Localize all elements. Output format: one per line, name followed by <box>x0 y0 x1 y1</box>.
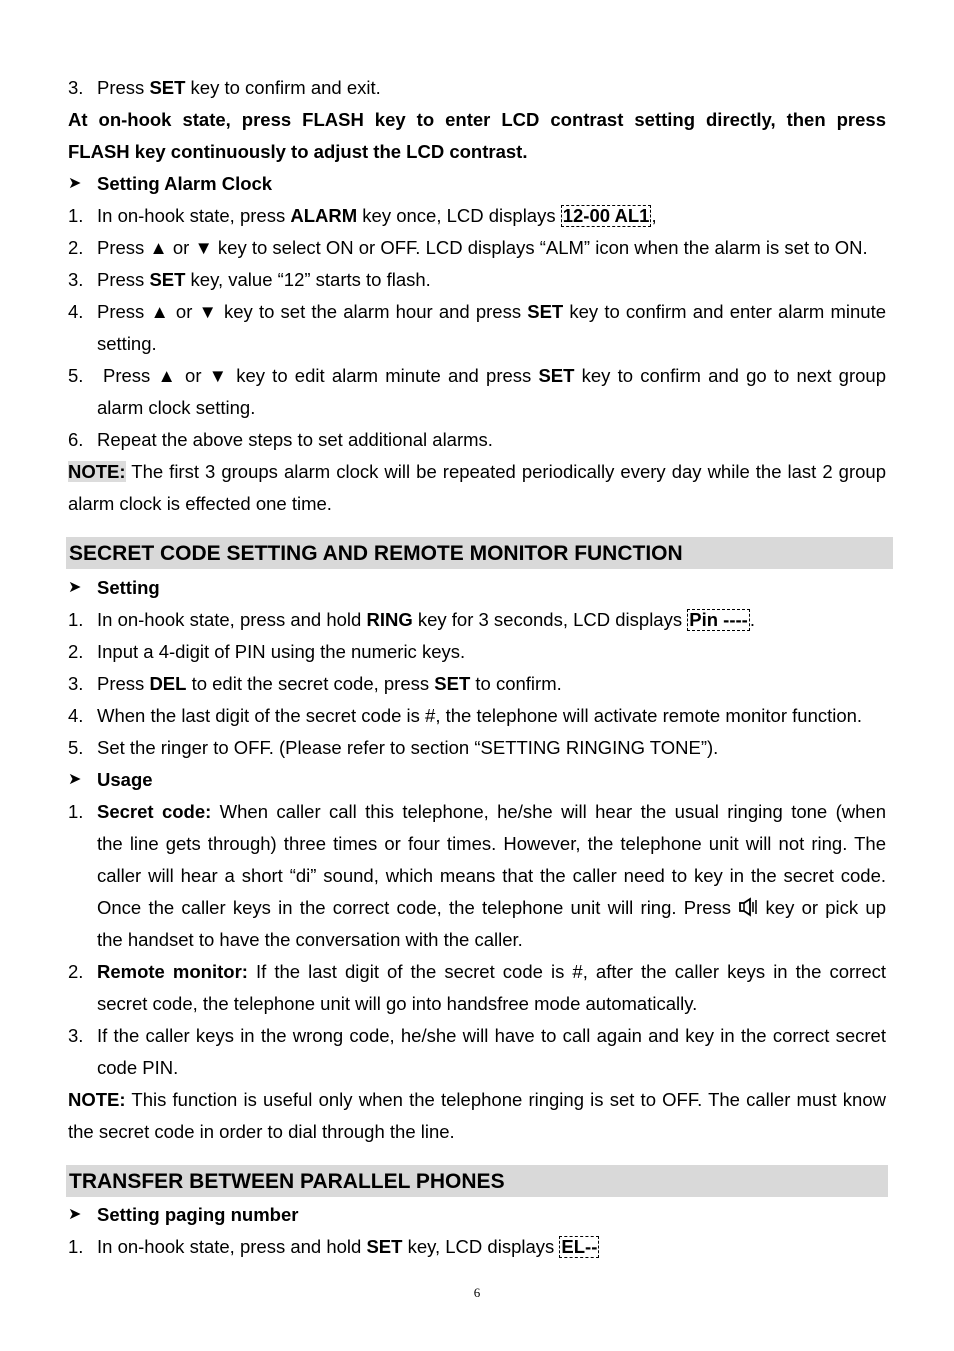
alarm-step-4: Press ▲ or ▼ key to set the alarm hour and press SET key to confirm and enter alarm minute <box>97 301 886 322</box>
alarm-step-6: Repeat the above steps to set additional alarms. <box>97 429 493 450</box>
usage-1-line-4: Once the caller keys in the correct code, the telephone unit will ring. Press key or pick up <box>97 892 886 924</box>
secret-note-cont: the secret code in order to dial through the line. <box>68 1121 455 1142</box>
alarm-step-5-cont: alarm clock setting. <box>97 397 256 418</box>
list-number: 1. <box>68 801 84 822</box>
usage-3: If the caller keys in the wrong code, he/she will have to call again and key in the correct secret <box>97 1025 886 1046</box>
list-number: 3. <box>68 1025 84 1046</box>
page-number: 6 <box>473 1285 481 1300</box>
list-number: 2. <box>68 961 84 982</box>
list-number: 2. <box>68 641 84 662</box>
alarm-step-4-cont: setting. <box>97 333 157 354</box>
usage-1-line-3: caller will hear a short “di” sound, which means that the caller need to key in the secret code. <box>97 865 886 886</box>
list-number: 2. <box>68 237 84 258</box>
flash-instruction-line-1: At on-hook state, press FLASH key to enter LCD contrast setting directly, then press <box>68 109 886 130</box>
transfer-step-1: In on-hook state, press and hold SET key, LCD displays EL-- <box>97 1236 598 1257</box>
lcd-display: 12-00 AL1 <box>562 205 650 226</box>
lcd-display: Pin ---- <box>689 609 748 630</box>
usage-1: Secret code: When caller call this telephone, he/she will hear the usual ringing tone (when <box>97 801 886 822</box>
section-title-transfer: TRANSFER BETWEEN PARALLEL PHONES <box>66 1165 888 1197</box>
usage-2: Remote monitor: If the last digit of the secret code is #, after the caller keys in the correct <box>97 961 887 982</box>
secret-step-1: In on-hook state, press and hold RING key for 3 seconds, LCD displays Pin ---- . <box>97 609 755 630</box>
list-number: 1. <box>68 1236 84 1257</box>
section-title-secret-code: SECRET CODE SETTING AND REMOTE MONITOR FUNCTION <box>66 537 893 569</box>
list-number: 3. <box>68 673 84 694</box>
list-number: 4. <box>68 301 84 322</box>
list-number: 6. <box>68 429 84 450</box>
alarm-step-3: Press SET key, value “12” starts to flash. <box>97 269 431 290</box>
alarm-heading: Setting Alarm Clock <box>97 173 273 194</box>
arrow-bullet-icon: ➤ <box>68 175 82 192</box>
secret-step-3: Press DEL to edit the secret code, press SET to confirm. <box>97 673 562 694</box>
secret-step-5: Set the ringer to OFF. (Please refer to section “SETTING RINGING TONE”). <box>97 737 719 758</box>
list-number: 4. <box>68 705 84 726</box>
usage-1-line-5: the handset to have the conversation with the caller. <box>97 929 523 950</box>
arrow-bullet-icon: ➤ <box>68 579 82 596</box>
secret-step-4: When the last digit of the secret code is #, the telephone will activate remote monitor function. <box>97 705 863 726</box>
list-number: 1. <box>68 609 84 630</box>
speaker-icon <box>738 895 758 927</box>
arrow-bullet-icon: ➤ <box>68 1206 82 1223</box>
alarm-step-2: Press ▲ or ▼ key to select ON or OFF. LCD displays “ALM” icon when the alarm is set to ON. <box>97 237 868 258</box>
alarm-step-1: In on-hook state, press ALARM key once, LCD displays 12-00 AL1 , <box>97 205 657 226</box>
secret-step-2: Input a 4-digit of PIN using the numeric keys. <box>97 641 466 662</box>
list-number: 3. <box>68 269 84 290</box>
paging-heading: Setting paging number <box>97 1204 299 1225</box>
list-number: 5. <box>68 737 84 758</box>
list-number: 5. <box>68 365 84 386</box>
alarm-note-cont: alarm clock is effected one time. <box>68 493 332 514</box>
secret-setting-heading: Setting <box>97 577 160 598</box>
list-number: 3. <box>68 77 84 98</box>
step-confirm-exit: Press SET key to confirm and exit. <box>97 77 381 98</box>
note-label: NOTE: <box>68 461 126 482</box>
usage-heading: Usage <box>97 769 153 790</box>
usage-2-line-2: secret code, the telephone unit will go into handsfree mode automatically. <box>97 993 698 1014</box>
alarm-note: NOTE: The first 3 groups alarm clock will be repeated periodically every day while the last 2 group <box>68 461 886 482</box>
usage-3-line-2: code PIN. <box>97 1057 179 1078</box>
arrow-bullet-icon: ➤ <box>68 771 82 788</box>
secret-note: NOTE: This function is useful only when the telephone ringing is set to OFF. The caller must know <box>68 1089 886 1110</box>
list-number: 1. <box>68 205 84 226</box>
lcd-display: EL-- <box>561 1236 598 1257</box>
alarm-step-5: Press ▲ or ▼ key to edit alarm minute and press SET key to confirm and go to next group <box>103 365 886 386</box>
flash-instruction-line-2: FLASH key continuously to adjust the LCD contrast. <box>68 141 528 162</box>
usage-1-line-2: the line gets through) three times or four times. However, the telephone unit will not ring. The <box>97 833 886 854</box>
